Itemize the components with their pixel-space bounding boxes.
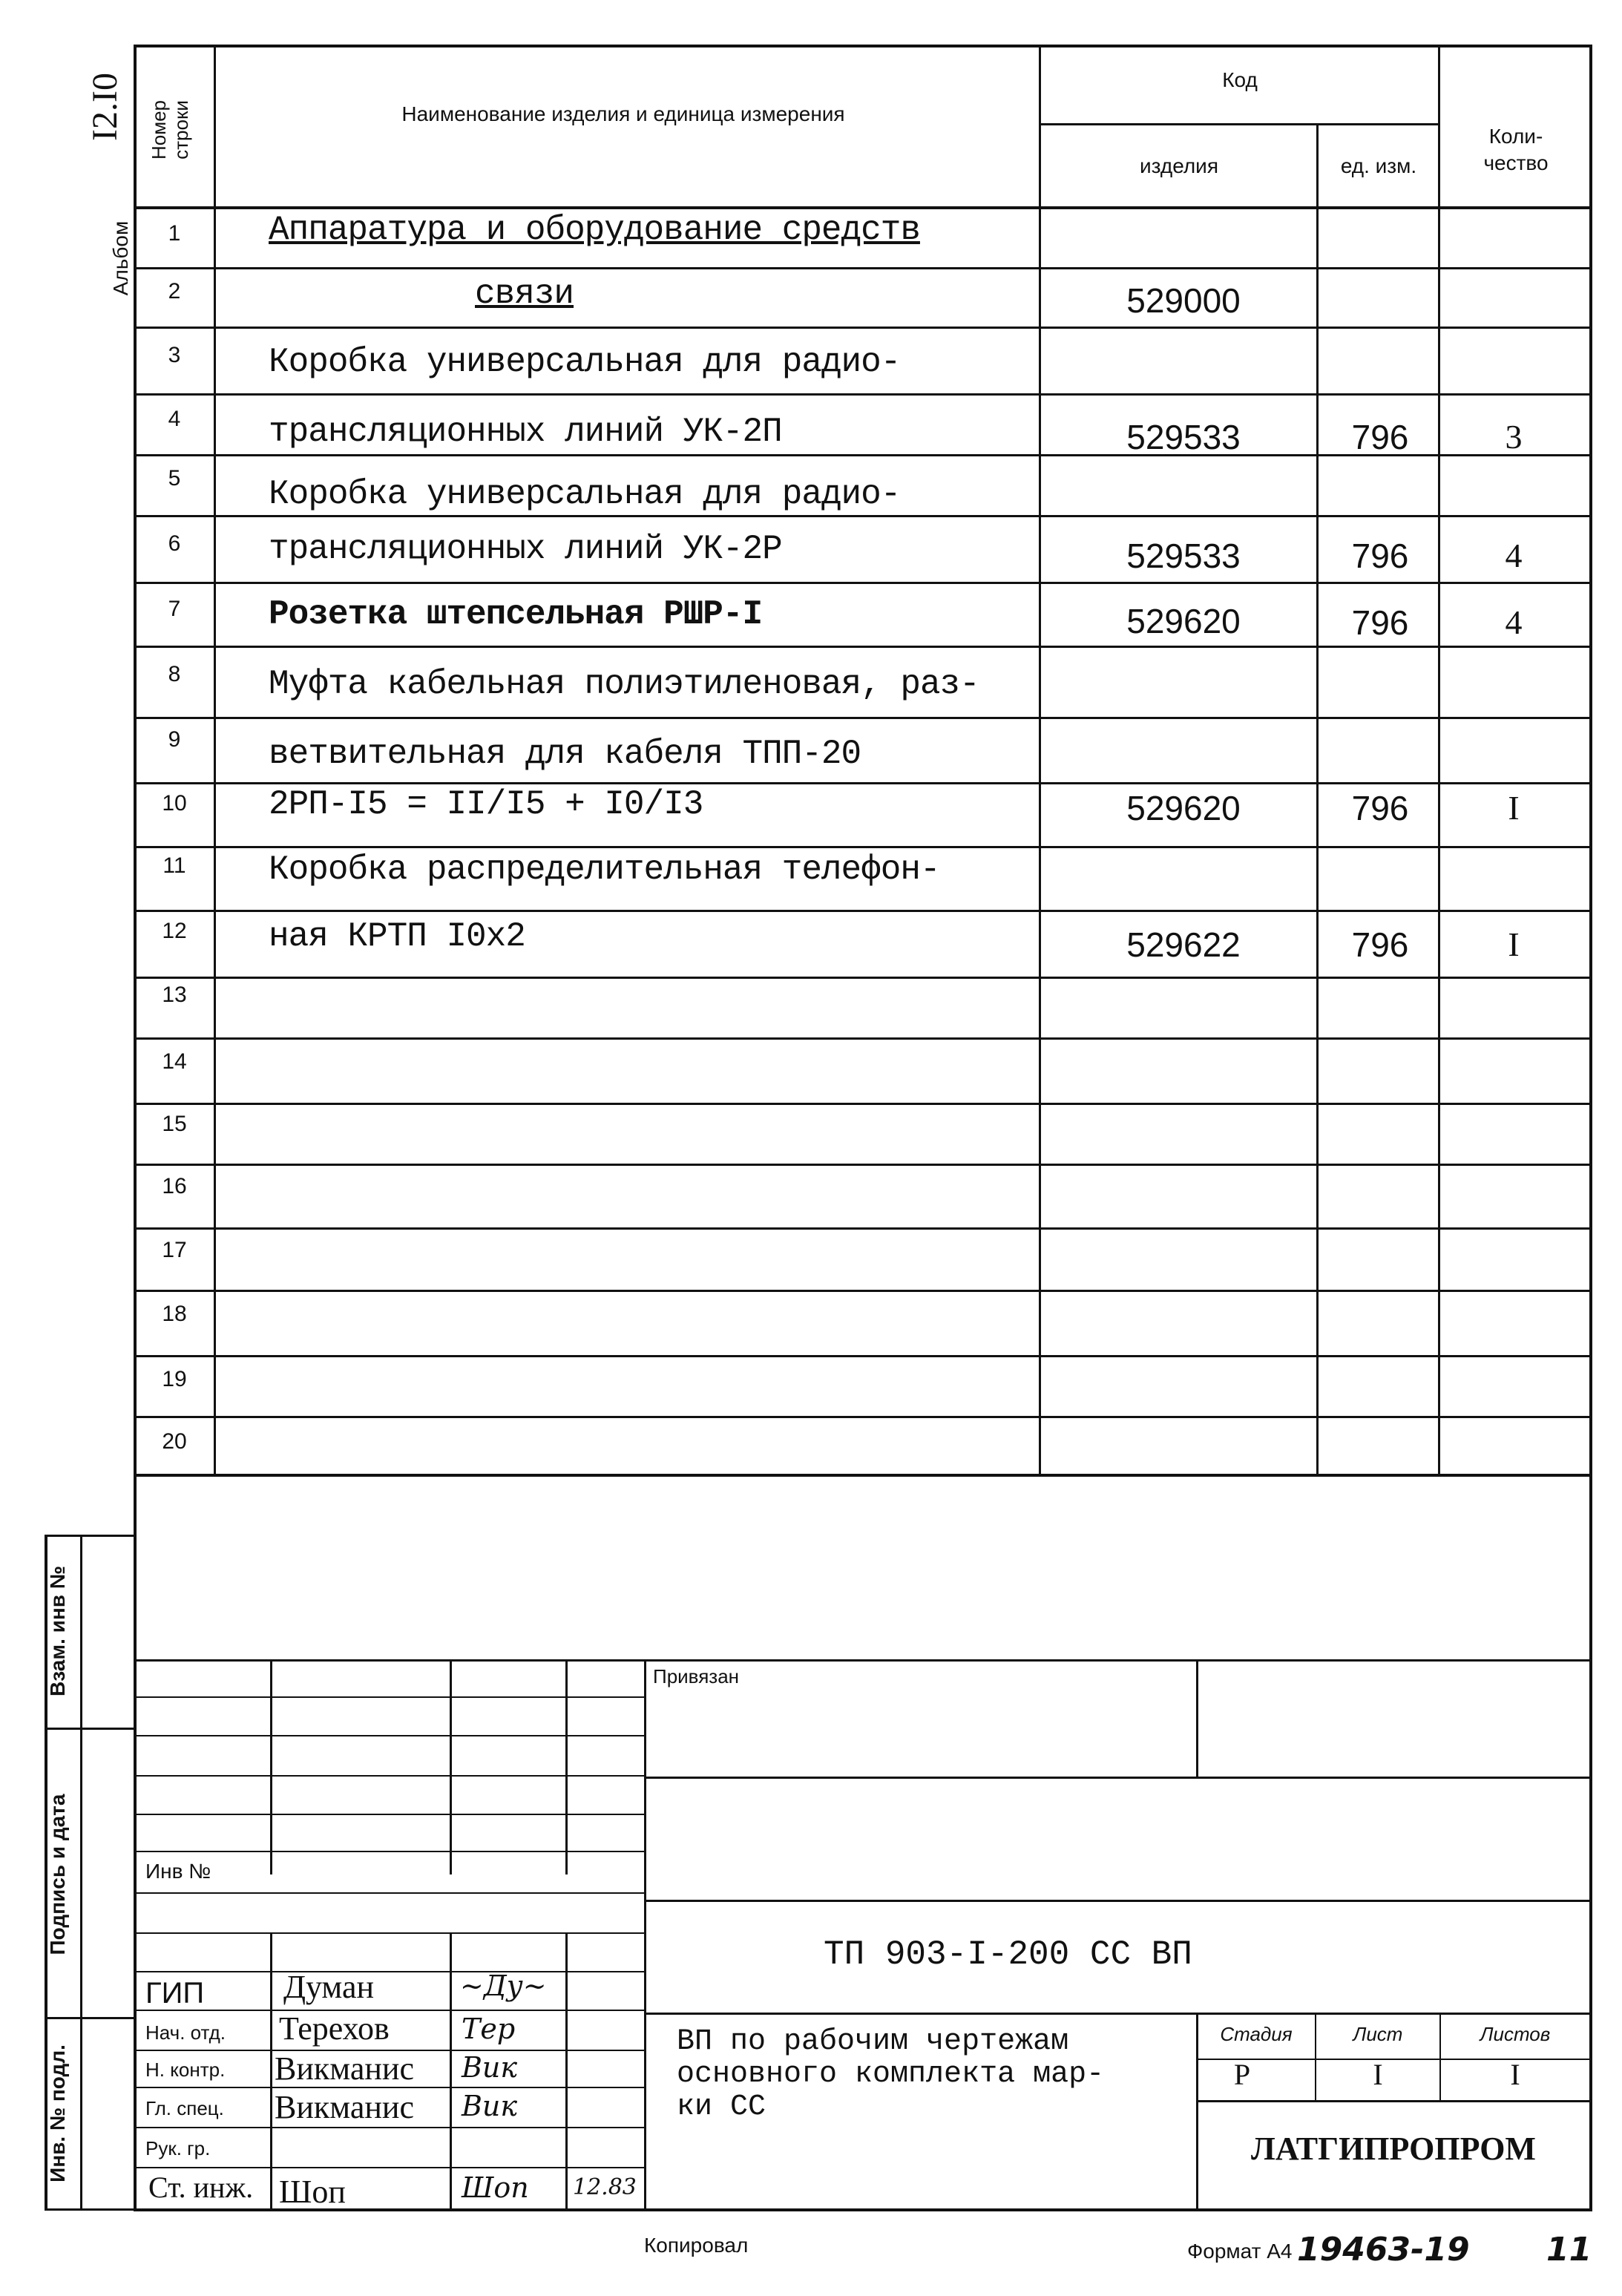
role-dept-head: Нач. отд. <box>145 2021 226 2044</box>
table-row-unit: 796 <box>1351 925 1409 964</box>
person-name: Викманис <box>275 2050 414 2087</box>
stage-label: Стадия <box>1220 2023 1293 2045</box>
table-row-name: ветвительная для кабеля ТПП-20 <box>269 735 861 773</box>
description-line: ки СС <box>677 2090 766 2124</box>
table-row-number: 4 <box>168 407 181 431</box>
table-row-qty: I <box>1508 925 1520 963</box>
person-name: Думан <box>283 1969 375 2005</box>
table-row-number: 11 <box>162 853 186 878</box>
replacement-inv-label: Взам. инв № <box>46 1566 69 1696</box>
table-row-name: Коробка универсальная для радио- <box>269 475 901 514</box>
table-row-name: ная КРТП I0x2 <box>269 917 525 956</box>
table-row-number: 17 <box>162 1238 187 1262</box>
document-code: ТП 903-I-200 СС ВП <box>824 1935 1192 1974</box>
person-name: Викманис <box>275 2089 414 2125</box>
album-number: I2.I0 <box>85 73 125 141</box>
table-row-qty: 3 <box>1505 418 1523 456</box>
table-row-number: 12 <box>162 919 187 943</box>
table-row-number: 15 <box>162 1112 187 1136</box>
document-description <box>677 2026 1104 2124</box>
signature: Тер <box>462 2013 516 2045</box>
table-row-code: 529620 <box>1126 789 1241 827</box>
table-row-number: 1 <box>168 221 181 246</box>
table-row-unit: 796 <box>1351 537 1409 575</box>
person-name: Терехов <box>279 2010 390 2047</box>
table-row-name: трансляционных линий УК-2П <box>269 413 782 451</box>
table-row-number: 7 <box>168 597 181 621</box>
table-row-number: 6 <box>168 531 181 556</box>
table-row-number: 13 <box>162 983 187 1007</box>
attached-label: Привязан <box>653 1665 740 1687</box>
table-row-name: Коробка универсальная для радио- <box>269 343 901 381</box>
role-gip: ГИП <box>145 1977 205 2010</box>
table-row-unit: 796 <box>1351 418 1409 456</box>
table-row-number: 9 <box>168 727 181 752</box>
table-row-code: 529620 <box>1126 602 1241 640</box>
header-row-number: Номер строки <box>148 99 192 160</box>
header-code-product: изделия <box>1140 154 1218 177</box>
role-group-lead: Рук. гр. <box>145 2137 211 2159</box>
table-row-number: 19 <box>162 1367 187 1391</box>
table-row-name: Аппаратура и оборудование средств <box>269 211 920 249</box>
table-row-qty: 4 <box>1505 603 1523 641</box>
header-name: Наименование изделия и единица измерения <box>401 102 845 125</box>
header-code-unit: ед. изм. <box>1340 154 1417 177</box>
table-row-number: 20 <box>162 1429 187 1454</box>
stage-value: Р <box>1233 2058 1251 2091</box>
signature-date: 12.83 <box>573 2174 637 2200</box>
table-row-number: 14 <box>162 1049 187 1074</box>
table-row-number: 16 <box>162 1174 187 1198</box>
table-row-name: Розетка штепсельная РШР-I <box>269 595 763 634</box>
table-row-number: 5 <box>168 466 181 491</box>
table-row-name: Муфта кабельная полиэтиленовая, раз- <box>269 665 979 703</box>
header-quantity: Коли- чество <box>1483 125 1549 174</box>
album-label: Альбом <box>109 220 132 296</box>
role-senior-engineer: Ст. инж. <box>148 2171 254 2204</box>
page-number: 11 <box>1546 2231 1592 2269</box>
description-line: ВП по рабочим чертежам <box>677 2025 1069 2059</box>
copied-label: Копировал <box>644 2234 749 2257</box>
sheet-label: Лист <box>1353 2023 1403 2045</box>
signature: Вик <box>462 2090 518 2122</box>
handwritten-number: 19463-19 <box>1297 2231 1470 2269</box>
sheets-value: I <box>1510 2058 1520 2091</box>
description-line: основного комплекта мар- <box>677 2058 1105 2091</box>
role-norm-control: Н. контр. <box>145 2059 226 2081</box>
original-inv-label: Инв. № подл. <box>46 2044 69 2182</box>
table-row-number: 10 <box>162 791 187 816</box>
table-row-number: 3 <box>168 343 181 367</box>
table-row-name: Коробка распределительная телефон- <box>269 850 940 889</box>
table-row-code: 529533 <box>1126 537 1241 575</box>
sheet-value: I <box>1373 2058 1383 2091</box>
table-row-code: 529000 <box>1126 281 1241 320</box>
table-row-number: 2 <box>168 279 181 304</box>
person-name: Шоп <box>279 2174 346 2210</box>
inv-number-label: Инв № <box>145 1860 211 1883</box>
signature: Шоп <box>462 2171 529 2204</box>
signature: Вик <box>462 2051 518 2084</box>
table-row-qty: I <box>1508 789 1520 827</box>
organization-name: ЛАТГИПРОПРОМ <box>1251 2131 1536 2167</box>
table-row-qty: 4 <box>1505 537 1523 574</box>
table-row-name: трансляционных линий УК-2Р <box>269 530 782 568</box>
header-code: Код <box>1222 68 1258 91</box>
table-row-unit: 796 <box>1351 603 1409 642</box>
table-row-name: связи <box>475 275 574 313</box>
table-row-code: 529622 <box>1126 925 1241 964</box>
signature: ~Ду~ <box>460 1969 547 2002</box>
signature-date-label: Подпись и дата <box>46 1794 69 1955</box>
table-row-code: 529533 <box>1126 418 1241 456</box>
table-row-unit: 796 <box>1351 789 1409 827</box>
format-label: Формат А4 <box>1187 2240 1293 2263</box>
table-row-number: 8 <box>168 662 181 686</box>
table-row-number: 18 <box>162 1302 187 1326</box>
table-row-name: 2РП-I5 = II/I5 + I0/I3 <box>269 785 703 824</box>
sheets-label: Листов <box>1480 2023 1551 2045</box>
role-chief-specialist: Гл. спец. <box>145 2097 224 2119</box>
